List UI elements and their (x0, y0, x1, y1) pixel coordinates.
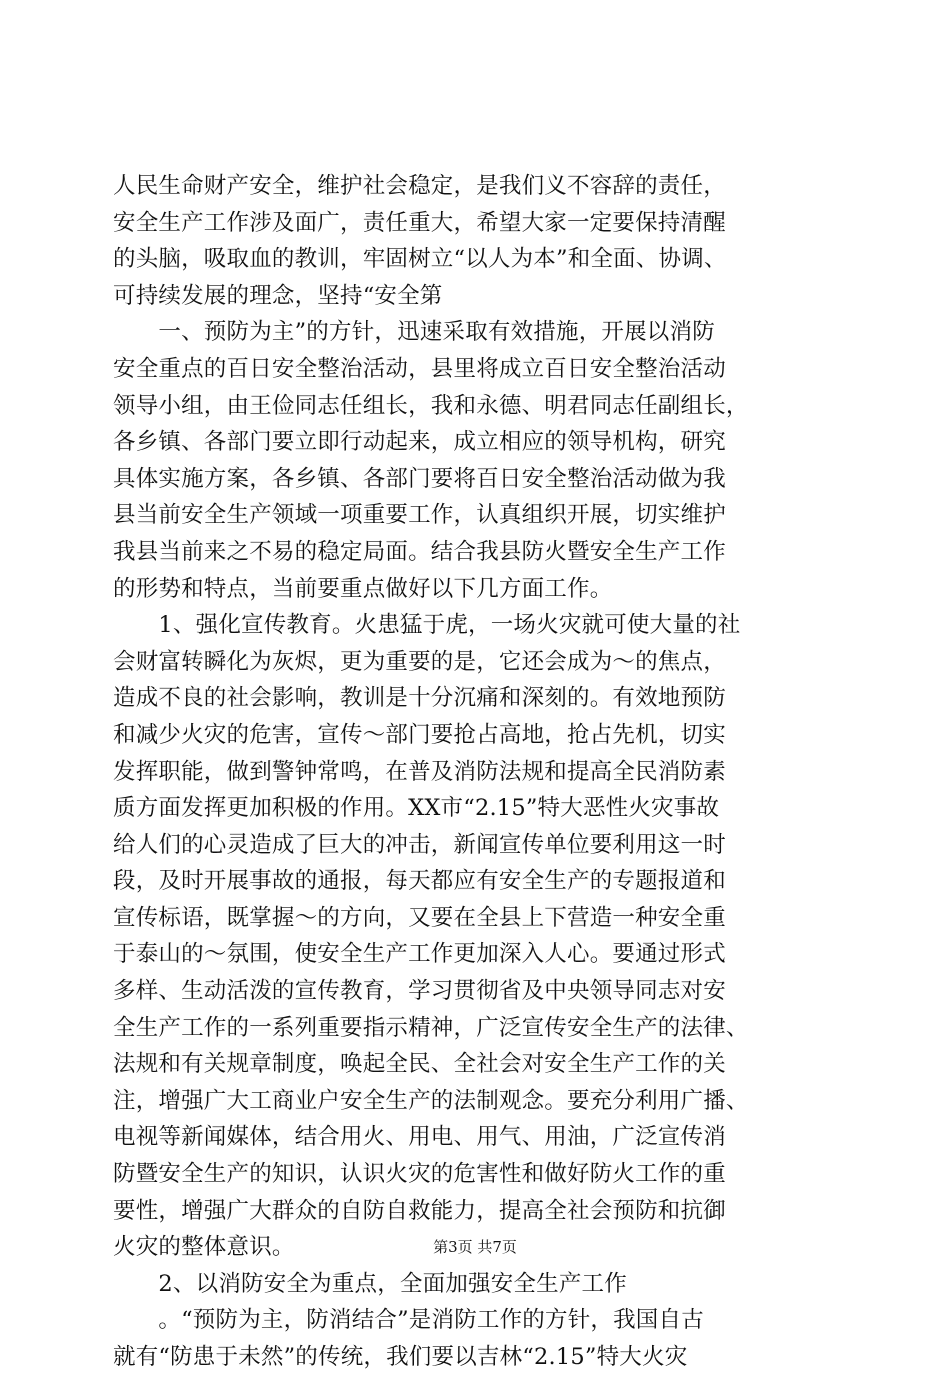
page-number-footer: 第3页 共7页 (433, 1238, 517, 1256)
text-line: 于泰山的～氛围，使安全生产工作更加深入人心。要通过形式 (113, 941, 726, 968)
text-line: 注，增强广大工商业户安全生产的法制观念。要充分利用广播、 (113, 1087, 749, 1114)
text-line: 各乡镇、各部门要立即行动起来，成立相应的领导机构，研究 (113, 429, 726, 456)
text-line: 要性，增强广大群众的自防自救能力，提高全社会预防和抗御 (113, 1197, 726, 1224)
text-line: 发挥职能，做到警钟常鸣，在普及消防法规和提高全民消防素 (113, 758, 726, 785)
text-line: 安全生产工作涉及面广，责任重大，希望大家一定要保持清醒 (113, 209, 726, 236)
text-line: 法规和有关规章制度，唤起全民、全社会对安全生产工作的关 (113, 1051, 726, 1078)
text-line: 质方面发挥更加积极的作用。XX市“2.15”特大恶性火灾事故 (113, 795, 720, 822)
text-line: 2、以消防安全为重点，全面加强安全生产工作 (113, 1270, 627, 1297)
body-text (113, 168, 843, 1376)
text-line: 全生产工作的一系列重要指示精神，广泛宣传安全生产的法律、 (113, 1014, 749, 1041)
text-line: 可持续发展的理念，坚持“安全第 (113, 282, 443, 309)
text-line: 防暨安全生产的知识，认识火灾的危害性和做好防火工作的重 (113, 1161, 726, 1188)
text-line: 县当前安全生产领域一项重要工作，认真组织开展，切实维护 (113, 502, 726, 529)
text-line: 就有“防患于未然”的传统，我们要以吉林“2.15”特大火灾 (113, 1344, 688, 1370)
text-line: 1、强化宣传教育。火患猛于虎，一场火灾就可使大量的社 (113, 612, 741, 639)
text-line: 一、预防为主”的方针，迅速采取有效措施，开展以消防 (113, 319, 715, 346)
text-line: 人民生命财产安全，维护社会稳定，是我们义不容辞的责任， (113, 173, 726, 199)
text-line: 段，及时开展事故的通报，每天都应有安全生产的专题报道和 (113, 868, 726, 895)
text-line: 火灾的整体意识。 (113, 1234, 295, 1261)
text-line: 造成不良的社会影响，教训是十分沉痛和深刻的。有效地预防 (113, 685, 726, 712)
text-line: 的形势和特点，当前要重点做好以下几方面工作。 (113, 575, 613, 602)
text-line: 给人们的心灵造成了巨大的冲击，新闻宣传单位要利用这一时 (113, 831, 726, 858)
text-line: 多样、生动活泼的宣传教育，学习贯彻省及中央领导同志对安 (113, 978, 726, 1005)
text-line: 电视等新闻媒体，结合用火、用电、用气、用油，广泛宣传消 (113, 1124, 726, 1151)
text-line: 会财富转瞬化为灰烬，更为重要的是，它还会成为～的焦点， (113, 648, 726, 675)
text-line: 宣传标语，既掌握～的方向，又要在全县上下营造一种安全重 (113, 904, 726, 931)
text-line: 安全重点的百日安全整治活动，县里将成立百日安全整治活动 (113, 355, 726, 382)
text-line: 。“预防为主，防消结合”是消防工作的方针，我国自古 (113, 1307, 704, 1334)
text-line: 具体实施方案，各乡镇、各部门要将百日安全整治活动做为我 (113, 465, 726, 492)
text-line: 领导小组，由王俭同志任组长，我和永德、明君同志任副组长， (113, 392, 749, 419)
text-line: 和减少火灾的危害，宣传～部门要抢占高地，抢占先机，切实 (113, 721, 726, 748)
text-line: 我县当前来之不易的稳定局面。结合我县防火暨安全生产工作 (113, 538, 726, 565)
text-line: 的头脑，吸取血的教训，牢固树立“以人为本”和全面、协调、 (113, 246, 727, 273)
